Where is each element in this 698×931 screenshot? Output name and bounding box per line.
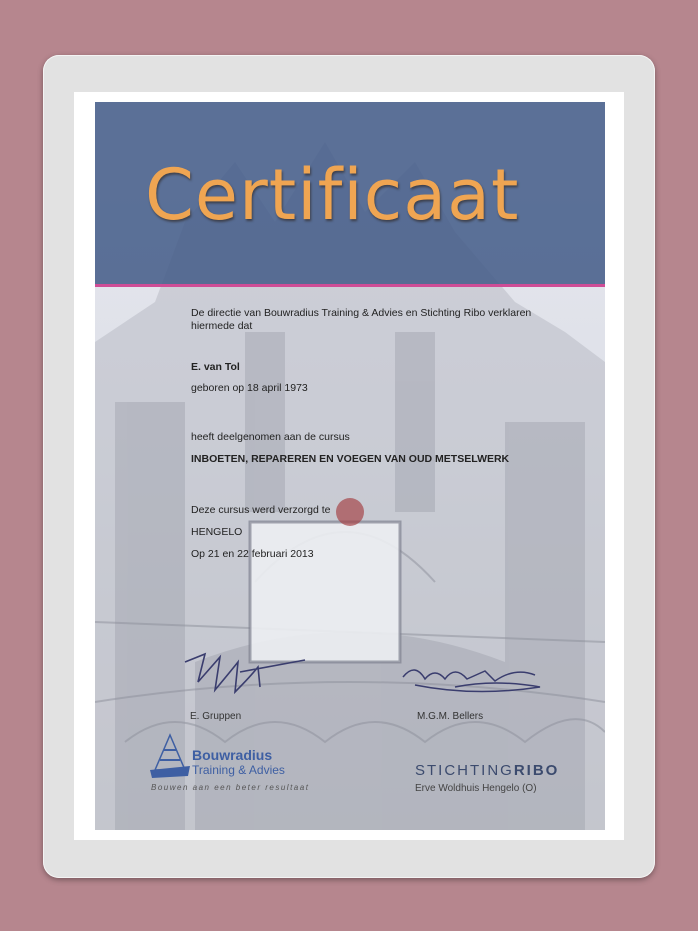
sundial-face xyxy=(250,522,400,662)
accent-line xyxy=(95,284,605,287)
ribo-part-2: RIBO xyxy=(513,762,560,779)
recipient-name: E. van Tol xyxy=(191,361,240,373)
participation-text: heeft deelgenomen aan de cursus xyxy=(191,431,350,443)
signature-right xyxy=(395,657,545,702)
bouwradius-tagline: Bouwen aan een beter resultaat xyxy=(151,783,310,792)
certificate-title: Certificaat xyxy=(145,154,520,236)
bouwradius-subtitle: Training & Advies xyxy=(192,763,285,777)
course-dates: Op 21 en 22 februari 2013 xyxy=(191,548,314,560)
provided-by-text: Deze cursus werd verzorgd te xyxy=(191,504,331,516)
bouwradius-logo-icon xyxy=(150,730,190,778)
birth-date: geboren op 18 april 1973 xyxy=(191,382,308,394)
signature-left xyxy=(180,642,310,702)
signatory-left: E. Gruppen xyxy=(190,711,242,722)
certificate xyxy=(95,102,605,830)
signatory-right: M.G.M. Bellers xyxy=(417,711,484,722)
course-location: HENGELO xyxy=(191,526,243,538)
ornament xyxy=(336,498,364,526)
ribo-part-1: STICHTING xyxy=(415,762,514,779)
bouwradius-name: Bouwradius xyxy=(192,747,273,763)
intro-line-2: hiermede dat xyxy=(191,320,253,332)
ribo-logo xyxy=(415,762,559,779)
intro-line-1: De directie van Bouwradius Training & Advies en Stichting Ribo verklaren xyxy=(191,307,532,319)
ribo-address: Erve Woldhuis Hengelo (O) xyxy=(415,783,537,794)
course-name: INBOETEN, REPAREREN EN VOEGEN VAN OUD METSELWERK xyxy=(191,453,510,465)
